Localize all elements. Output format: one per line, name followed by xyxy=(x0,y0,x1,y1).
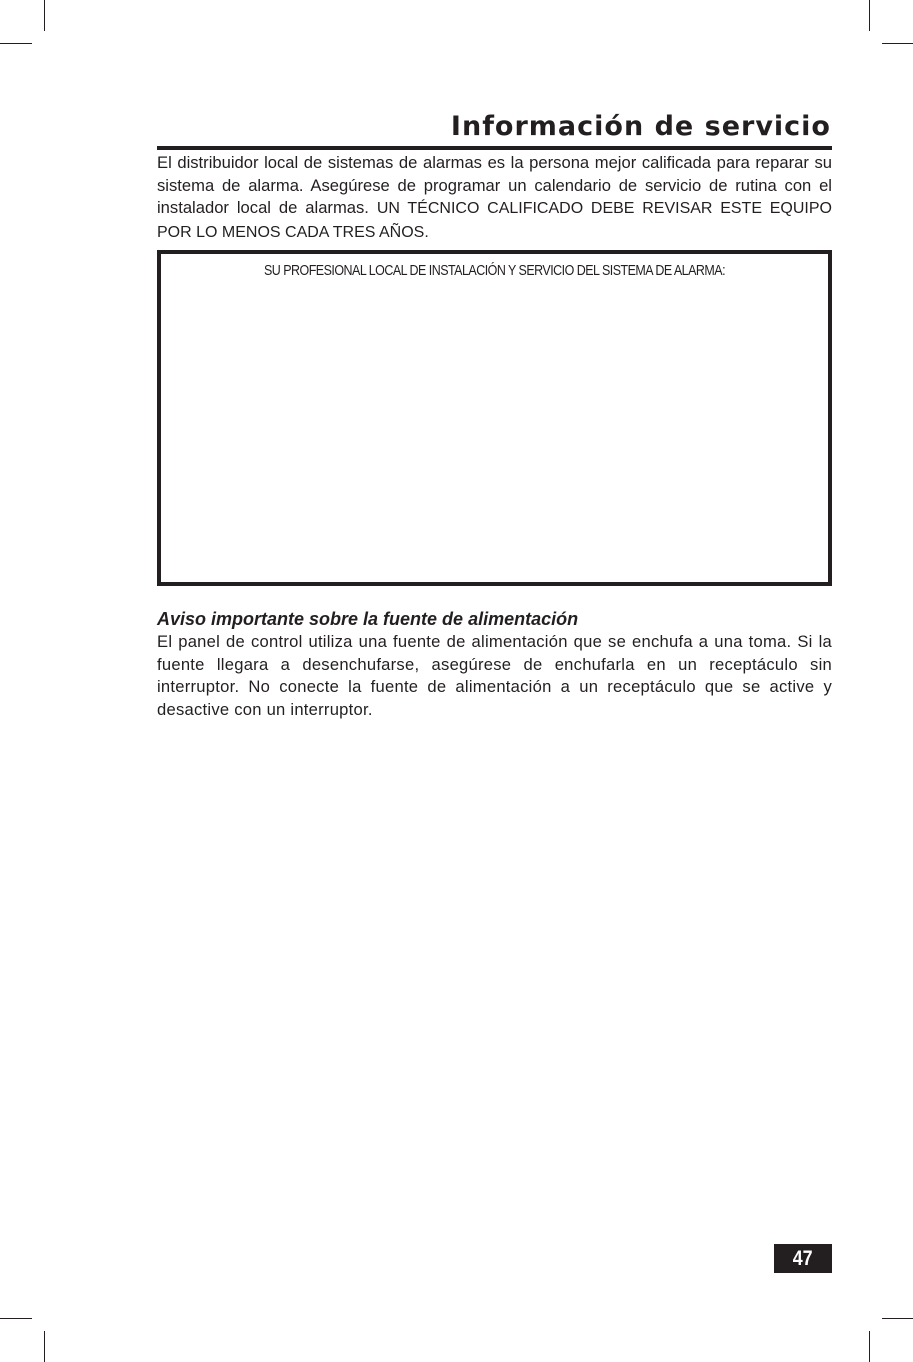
intro-emphasis: UN TÉCNICO CALIFICADO DEBE REVISAR ESTE EQUIPO POR LO MENOS CADA TRES AÑOS. xyxy=(157,200,832,241)
intro-paragraph xyxy=(157,152,832,244)
intro-text: El distribuidor local de sistemas de alarmas es la persona mejor calificada para reparar su sistema de alarma. Asegúrese de programar un calendario de servicio de rutina con el instalador local de alarmas. xyxy=(157,153,832,217)
notice-heading: Aviso importante sobre la fuente de alimentación xyxy=(157,609,579,629)
page-number-badge xyxy=(774,1244,832,1273)
crop-mark-top-right-horizontal xyxy=(882,43,913,44)
crop-mark-top-right-vertical xyxy=(869,0,870,31)
crop-mark-bottom-right-vertical xyxy=(869,1331,870,1362)
crop-mark-bottom-left-horizontal xyxy=(0,1318,32,1319)
notice-body: El panel de control utiliza una fuente de alimentación que se enchufa a una toma. Si la fuente llegara a desenchufarse, asegúrese de enchufarla en un receptáculo sin interruptor. No conecte la fuente de alimentación a un receptáculo que se active y desactive con un interruptor. xyxy=(157,632,832,719)
crop-mark-bottom-right-horizontal xyxy=(882,1318,913,1319)
title-rule xyxy=(157,146,832,150)
crop-mark-top-left-horizontal xyxy=(0,43,32,44)
crop-mark-bottom-left-vertical xyxy=(44,1331,45,1362)
service-box-label: SU PROFESIONAL LOCAL DE INSTALACIÓN Y SERVICIO DEL SISTEMA DE ALARMA: xyxy=(263,263,726,279)
page-number: 47 xyxy=(793,1247,813,1270)
service-contact-box xyxy=(157,250,832,586)
crop-mark-top-left-vertical xyxy=(44,0,45,31)
page-title: Información de servicio xyxy=(450,111,831,142)
